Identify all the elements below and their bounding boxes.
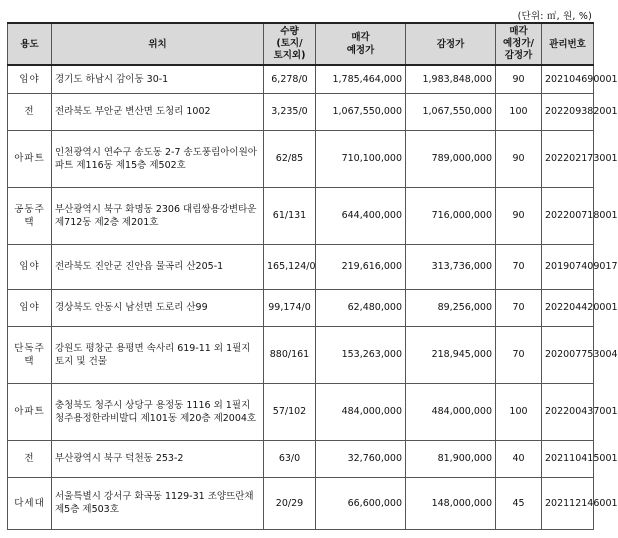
cell-appraisal: 218,945,000 (406, 326, 496, 383)
cell-quantity: 6,278/0 (264, 65, 316, 93)
cell-ratio: 45 (496, 477, 542, 529)
cell-sale-price: 1,067,550,000 (316, 93, 406, 130)
cell-ratio: 90 (496, 65, 542, 93)
cell-use: 공동주택 (8, 187, 52, 244)
cell-appraisal: 789,000,000 (406, 130, 496, 187)
table-header-row (8, 23, 594, 65)
cell-sale-price: 66,600,000 (316, 477, 406, 529)
cell-sale-price: 484,000,000 (316, 383, 406, 440)
cell-sale-price: 1,785,464,000 (316, 65, 406, 93)
cell-ratio: 90 (496, 130, 542, 187)
table-row (8, 65, 594, 93)
cell-mgmt-no: 202110415001 (542, 440, 594, 477)
cell-ratio: 100 (496, 93, 542, 130)
cell-quantity: 61/131 (264, 187, 316, 244)
table-row (8, 383, 594, 440)
cell-appraisal: 313,736,000 (406, 244, 496, 289)
property-sale-table (7, 22, 618, 530)
cell-location: 서울특별시 강서구 화곡동 1129-31 조양뜨란채 제5층 제503호 (52, 477, 264, 529)
cell-mgmt-no: 202200437001 (542, 383, 594, 440)
cell-ratio: 70 (496, 289, 542, 326)
cell-location: 부산광역시 북구 화명동 2306 대림쌍용강변타운 제712동 제2층 제201호 (52, 187, 264, 244)
cell-use: 임야 (8, 65, 52, 93)
header-use: 용도 (8, 23, 52, 65)
cell-quantity: 57/102 (264, 383, 316, 440)
cell-location: 부산광역시 북구 덕천동 253-2 (52, 440, 264, 477)
cell-appraisal: 716,000,000 (406, 187, 496, 244)
table-row (8, 289, 594, 326)
cell-sale-price: 62,480,000 (316, 289, 406, 326)
cell-use: 단독주택 (8, 326, 52, 383)
cell-use: 임야 (8, 289, 52, 326)
cell-sale-price: 32,760,000 (316, 440, 406, 477)
table-row (8, 93, 594, 130)
cell-sale-price: 153,263,000 (316, 326, 406, 383)
cell-quantity: 63/0 (264, 440, 316, 477)
cell-mgmt-no: 201907409017 (542, 244, 594, 289)
cell-mgmt-no: 202202173001 (542, 130, 594, 187)
cell-appraisal: 1,067,550,000 (406, 93, 496, 130)
header-sale-price: 매각 예정가 (316, 23, 406, 65)
cell-mgmt-no: 202209382001 (542, 93, 594, 130)
cell-ratio: 40 (496, 440, 542, 477)
header-ratio: 매각 예정가/ 감정가 (496, 23, 542, 65)
cell-location: 인천광역시 연수구 송도동 2-7 송도풍림아이원아파트 제116동 제15층 제502호 (52, 130, 264, 187)
header-mgmt-no: 관리번호 (542, 23, 594, 65)
cell-use: 임야 (8, 244, 52, 289)
cell-sale-price: 644,400,000 (316, 187, 406, 244)
cell-use: 아파트 (8, 130, 52, 187)
header-appraisal: 감정가 (406, 23, 496, 65)
header-location: 위치 (52, 23, 264, 65)
table-row (8, 130, 594, 187)
cell-mgmt-no: 202104690001 (542, 65, 594, 93)
cell-location: 경기도 하남시 감이동 30-1 (52, 65, 264, 93)
cell-mgmt-no: 202007753004 (542, 326, 594, 383)
cell-quantity: 880/161 (264, 326, 316, 383)
cell-appraisal: 1,983,848,000 (406, 65, 496, 93)
cell-location: 충청북도 청주시 상당구 용정동 1116 외 1필지 청주용정한라비발디 제101동 제20층 제2004호 (52, 383, 264, 440)
cell-quantity: 165,124/0 (264, 244, 316, 289)
table-row (8, 440, 594, 477)
cell-use: 다세대 (8, 477, 52, 529)
header-quantity: 수량 (토지/ 토지외) (264, 23, 316, 65)
table-row (8, 477, 594, 529)
cell-mgmt-no: 202112146001 (542, 477, 594, 529)
unit-note: (단위: ㎡, 원, %) (517, 11, 592, 22)
table-row (8, 326, 594, 383)
cell-sale-price: 710,100,000 (316, 130, 406, 187)
cell-ratio: 70 (496, 244, 542, 289)
cell-use: 전 (8, 93, 52, 130)
cell-location: 전라북도 진안군 진안읍 물곡리 산205-1 (52, 244, 264, 289)
cell-location: 강원도 평창군 용평면 속사리 619-11 외 1필지 토지 및 건물 (52, 326, 264, 383)
cell-ratio: 100 (496, 383, 542, 440)
cell-quantity: 99,174/0 (264, 289, 316, 326)
cell-mgmt-no: 202204420001 (542, 289, 594, 326)
cell-use: 전 (8, 440, 52, 477)
table-row (8, 244, 594, 289)
cell-sale-price: 219,616,000 (316, 244, 406, 289)
cell-quantity: 62/85 (264, 130, 316, 187)
cell-quantity: 3,235/0 (264, 93, 316, 130)
cell-quantity: 20/29 (264, 477, 316, 529)
cell-appraisal: 81,900,000 (406, 440, 496, 477)
cell-appraisal: 484,000,000 (406, 383, 496, 440)
cell-location: 전라북도 부안군 변산면 도청리 1002 (52, 93, 264, 130)
table-row (8, 187, 594, 244)
cell-location: 경상북도 안동시 남선면 도로리 산99 (52, 289, 264, 326)
cell-ratio: 70 (496, 326, 542, 383)
cell-appraisal: 89,256,000 (406, 289, 496, 326)
cell-ratio: 90 (496, 187, 542, 244)
cell-appraisal: 148,000,000 (406, 477, 496, 529)
cell-use: 아파트 (8, 383, 52, 440)
cell-mgmt-no: 202200718001 (542, 187, 594, 244)
